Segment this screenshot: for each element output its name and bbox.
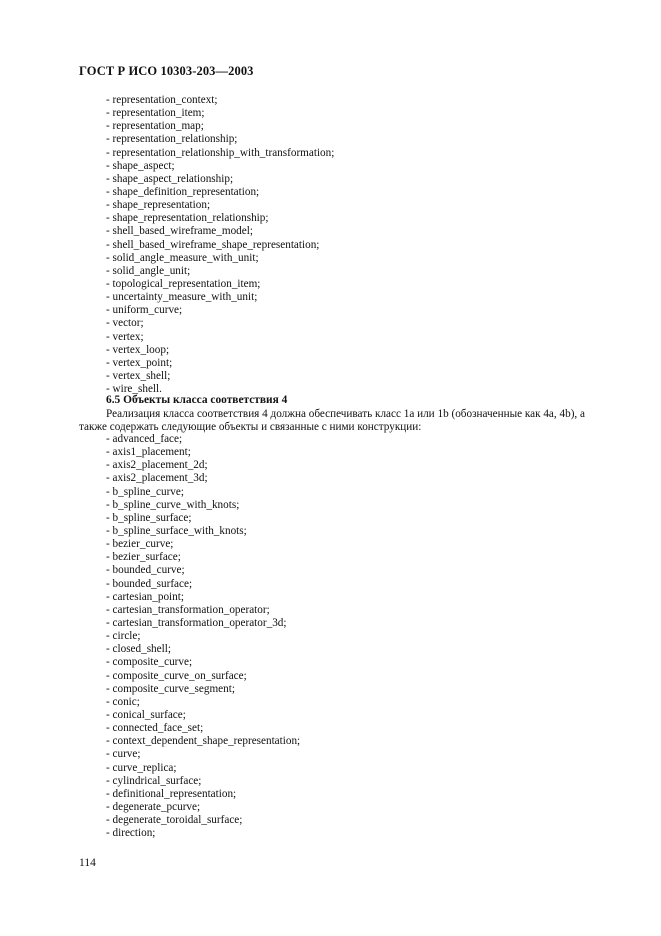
list-item: - composite_curve_on_surface; <box>106 669 247 682</box>
list-item: - vertex; <box>106 330 144 343</box>
list-item: - axis1_placement; <box>106 446 191 459</box>
list-item: - representation_map; <box>106 120 204 133</box>
list-item: - solid_angle_measure_with_unit; <box>106 251 259 264</box>
list-item: - bezier_curve; <box>106 538 174 551</box>
entity-list-class-3 <box>106 94 334 396</box>
list-item: - b_spline_curve_with_knots; <box>106 498 240 511</box>
list-item: - representation_relationship_with_transformation; <box>106 146 335 159</box>
list-item: - circle; <box>106 630 141 643</box>
list-item: - b_spline_surface; <box>106 511 192 524</box>
list-item: - topological_representation_item; <box>106 277 261 290</box>
list-item: - wire_shell. <box>106 383 162 396</box>
list-item: - degenerate_pcurve; <box>106 800 201 813</box>
list-item: - curve_replica; <box>106 761 177 774</box>
list-item: - shape_representation_relationship; <box>106 212 269 225</box>
list-item: - b_spline_surface_with_knots; <box>106 524 247 537</box>
list-item: - connected_face_set; <box>106 722 204 735</box>
list-item: - closed_shell; <box>106 643 171 656</box>
list-item: - representation_context; <box>106 94 218 106</box>
list-item: - shape_aspect; <box>106 159 175 172</box>
list-item: - representation_relationship; <box>106 133 238 146</box>
list-item: - curve; <box>106 748 141 761</box>
list-item: - solid_angle_unit; <box>106 264 191 277</box>
list-item: - bounded_surface; <box>106 577 193 590</box>
list-item: - shape_aspect_relationship; <box>106 172 234 185</box>
list-item: - vertex_shell; <box>106 369 171 382</box>
list-item: - direction; <box>106 827 156 840</box>
list-item: - advanced_face; <box>106 433 183 445</box>
list-item: - definitional_representation; <box>106 787 237 800</box>
list-item: - bezier_surface; <box>106 551 181 564</box>
list-item: - vertex_loop; <box>106 343 170 356</box>
list-item: - conical_surface; <box>106 708 186 721</box>
list-item: - bounded_curve; <box>106 564 185 577</box>
list-item: - cylindrical_surface; <box>106 774 202 787</box>
list-item: - representation_item; <box>106 107 205 120</box>
section-heading: 6.5 Объекты класса соответствия 4 <box>106 394 288 406</box>
list-item: - vertex_point; <box>106 356 173 369</box>
list-item: - shape_definition_representation; <box>106 185 260 198</box>
page-header: ГОСТ Р ИСО 10303-203—2003 <box>79 64 254 78</box>
list-item: - cartesian_point; <box>106 590 184 603</box>
list-item: - composite_curve_segment; <box>106 682 235 695</box>
list-item: - shell_based_wireframe_model; <box>106 225 253 238</box>
list-item: - conic; <box>106 695 140 708</box>
list-item: - axis2_placement_2d; <box>106 459 208 472</box>
section-paragraph: Реализация класса соответствия 4 должна обеспечивать класс 1а или 1b (обозначенные как 4а, 4b), а также содержать следующие объекты и связанные с ними конструкции: <box>79 408 585 434</box>
list-item: - cartesian_transformation_operator; <box>106 603 270 616</box>
list-item: - shell_based_wireframe_shape_representation; <box>106 238 320 251</box>
list-item: - composite_curve; <box>106 656 193 669</box>
list-item: - context_dependent_shape_representation; <box>106 735 301 748</box>
page-number: 114 <box>79 857 96 869</box>
list-item: - axis2_placement_3d; <box>106 472 208 485</box>
entity-list-class-4 <box>106 433 300 840</box>
list-item: - cartesian_transformation_operator_3d; <box>106 616 287 629</box>
list-item: - uniform_curve; <box>106 304 183 317</box>
list-item: - vector; <box>106 317 144 330</box>
list-item: - shape_representation; <box>106 199 211 212</box>
list-item: - b_spline_curve; <box>106 485 184 498</box>
list-item: - uncertainty_measure_with_unit; <box>106 291 258 304</box>
list-item: - degenerate_toroidal_surface; <box>106 814 243 827</box>
